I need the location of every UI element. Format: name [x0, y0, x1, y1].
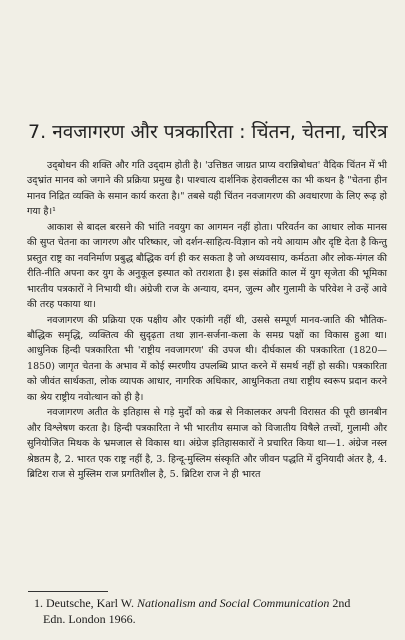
footnote-work: Nationalism and Social Communication [136, 596, 330, 610]
paragraph-4: नवजागरण अतीत के इतिहास से गड़े मुर्दों को कब्र से निकालकर अपनी विरासत की पूरी छानबीन और विश्लेषण करता है। हिन्दी पत्रकारिता ने भी भारतीय समाज को विजातीय विषैले तत्त्वों, गुलामी और सुनियोजित मिथक के भ्रमजाल से विकास था। अंग्रेज इतिहासकारों ने प्रचारित किया था—1. अंग्रेज नस्ल श्रेष्ठतम है, 2. भारत एक राष्ट्र नहीं है, 3. हिन्दू-मुस्लिम संस्कृति और जीवन पद्धति में दुनियादी अंतर है, 4. ब्रिटिश राज से मुस्लिम राज प्रगतिशील है, 5. ब्रिटिश राज ने ही भारत [27, 407, 387, 481]
chapter-title: नवजागरण और पत्रकारिता : चिंतन, चेतना, चरित्र [52, 121, 388, 143]
footnote-author: Deutsche, Karl W. [46, 596, 134, 610]
footnote [34, 595, 389, 627]
paragraph-1: उद्‌बोधन की शक्ति और गति उद्‌दाम होती है। 'उत्तिष्ठत जाग्रत प्राप्य वरान्निबोधत' वैदिक चिंतन में भी उद्‌भ्रांत मानव को जगाने की प्रक्रिया प्रमुख है। पाश्चात्य दार्शनिक हेराक्लीटस का भी कथन है "चेतना हीन मानव निद्रित व्यक्ति के समान कार्य करता है।" तबसे यही चिंतन नवजागरण की अवधारणा के लिए रूढ़ हो गया है।¹ [27, 160, 387, 218]
chapter-number: 7. [28, 121, 47, 143]
footnote-number: 1. [34, 596, 43, 610]
footnote-publication: Edn. London 1966. [43, 612, 136, 626]
paragraph-3: नवजागरण की प्रक्रिया एक पक्षीय और एकांगी नहीं थी, उससे सम्पूर्ण मानव-जाति की भौतिक-बौद्धिक समृद्धि, व्यक्तित्व की सुदृढ़ता तथा ज्ञान-सर्जना-कला के समग्र पक्षों का विकास हुआ था। आधुनिक हिन्दी पत्रकारिता भी 'राष्ट्रीय नवजागरण' की उपज थी। दीर्घकाल की पत्रकारिता (1820—1850) जागृत चेतना के अभाव में कोई स्मरणीय उपलब्धि प्राप्त करने में समर्थ नहीं हो सकी। पत्रकारिता को जीवंत सार्थकता, लोक व्यापक आधार, नागरिक अधिकार, आधुनिकता तथा राष्ट्रीय स्वरूप प्रदान करने का श्रेय राष्ट्रीय नवोत्थान को ही है। [27, 314, 387, 403]
paragraph-2: आकाश से बादल बरसने की भांति नवयुग का आगमन नहीं होता। परिवर्तन का आधार लोक मानस की सुप्त चेतना का जागरण और परिष्कार, जो दर्शन-साहित्य-विज्ञान को नये आयाम और दृष्टि देता है किन्तु प्रस्तुत राष्ट्र का नवनिर्माण प्रबुद्ध बौद्धिक वर्ग ही कर सकता है जो अध्यवसाय, कर्मठता और लोक-मंगल की रीति-नीति अपना कर युग के अनुकूल इस्पात को तराशता है। इस संक्रांति काल में युग सृजेता की भूमिका भारतीय पत्रकारों ने निभायी थी। अंग्रेजी राज के अन्याय, दमन, जुल्म और गुलामी के परिवेश ने उन्हें आवे की तरह पकाया था। [27, 221, 387, 311]
footnote-divider [28, 591, 108, 592]
chapter-body [27, 158, 387, 483]
chapter-heading [28, 120, 398, 144]
footnote-edition: 2nd [332, 596, 351, 610]
